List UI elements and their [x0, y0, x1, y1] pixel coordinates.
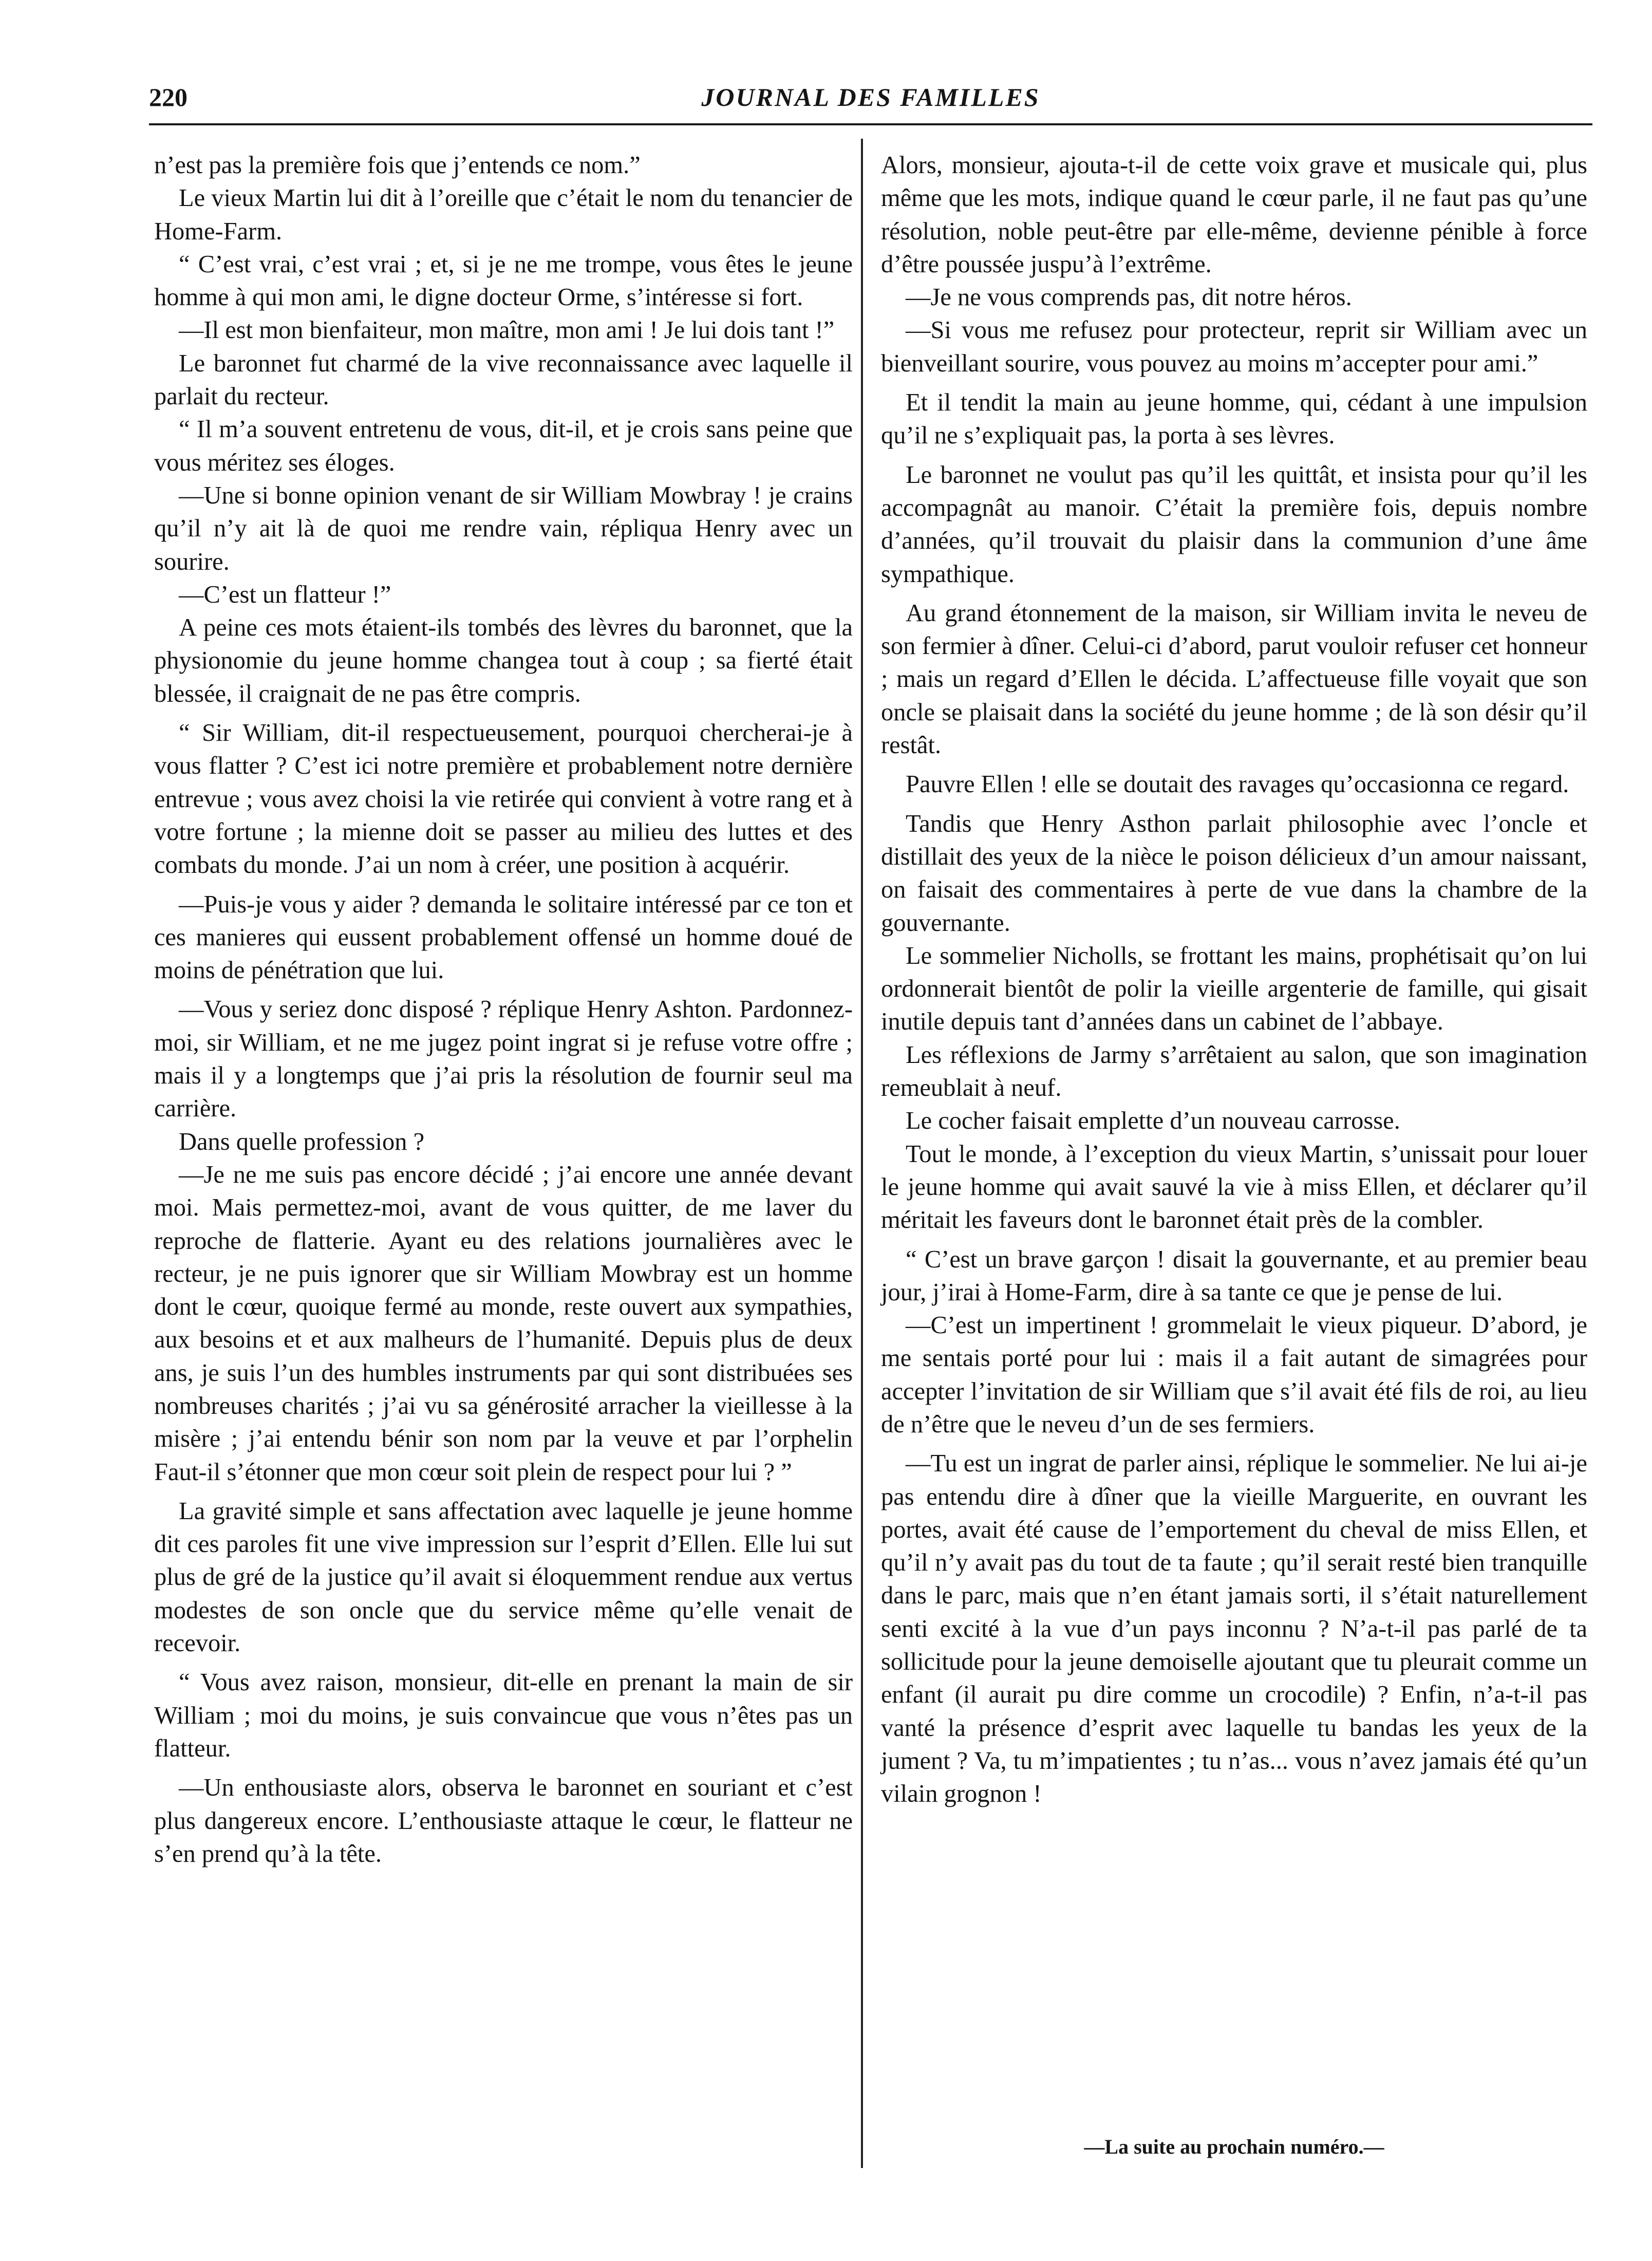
- page-header: [149, 77, 1592, 125]
- paragraph: Et il tendit la main au jeune homme, qui, cédant à une impulsion qu’il ne s’expliquait pas, la porta à ses lèvres.: [881, 389, 1587, 450]
- paragraph: Le baronnet ne voulut pas qu’il les quittât, et insista pour qu’il les accompagnât au manoir. C’était la première fois, depuis nombre d’années, qu’il trouvait du plaisir dans la communion d’une âme sympathique.: [881, 461, 1587, 588]
- running-head: JOURNAL DES FAMILLES: [701, 83, 1040, 111]
- paragraph: Dans quelle profession ?: [179, 1128, 425, 1155]
- paragraph: —Vous y seriez donc disposé ? réplique Henry Ashton. Pardonnez-moi, sir William, et ne me jugez point ingrat si je refuse votre offre ; mais il y a longtemps que j’ai pris la résolution de fournir seul ma carrière.: [154, 996, 853, 1123]
- paragraph: “ Vous avez raison, monsieur, dit-elle en prenant la main de sir William ; moi du moins, je suis convaincue que vous n’êtes pas un flatteur.: [154, 1669, 853, 1762]
- paragraph: Tout le monde, à l’exception du vieux Martin, s’unissait pour louer le jeune homme qui avait sauvé la vie à miss Ellen, et déclarer qu’il méritait les faveurs dont le baronnet était près de la combler.: [881, 1140, 1587, 1234]
- paragraph: —C’est un impertinent ! grommelait le vieux piqueur. D’abord, je me sentais porté pour lui : mais il a fait autant de simagrées pour accepter l’invitation de sir William que s’il avait été fils de roi, au lieu de n’être que le neveu d’un de ses fermiers.: [881, 1312, 1587, 1438]
- page-number: 220: [149, 83, 187, 111]
- paragraph: Au grand étonnement de la maison, sir William invita le neveu de son fermier à dîner. Celui-ci d’abord, parut vouloir refuser cet honneur ; mais un regard d’Ellen le décida. L’affectueuse fille voyait que son oncle se plaisait dans la société du jeune homme ; de là son désir qu’il restât.: [881, 599, 1587, 759]
- paragraph: Le vieux Martin lui dit à l’oreille que c’était le nom du tenancier de Home-Farm.: [154, 184, 853, 245]
- paragraph: —Un enthousiaste alors, observa le baronnet en souriant et c’est plus dangereux encore. L’enthousiaste attaque le cœur, le flatteur ne s’en prend qu’à la tête.: [154, 1774, 853, 1867]
- paragraph: —Tu est un ingrat de parler ainsi, réplique le sommelier. Ne lui ai-je pas entendu dire à dîner que la vieille Marguerite, en ouvrant les portes, avait été cause de l’emportement du cheval de miss Ellen, et qu’il n’y avait pas du tout de ta faute ; qu’il serait resté bien tranquille dans le parc, mais que n’en étant jamais sorti, il s’était naturellement senti excité à la vue d’un pays inconnu ? N’a-t-il pas parlé de ta sollicitude pour la jeune demoiselle ajoutant que tu pleurait comme un enfant (il aurait pu dire comme un crocodile) ? Enfin, n’a-t-il pas vanté la présence d’esprit avec laquelle tu bandas les yeux de la jument ? Va, tu m’impatientes ; tu n’as... vous n’avez jamais été qu’un vilain grognon !: [881, 1450, 1587, 1808]
- paragraph: “ C’est vrai, c’est vrai ; et, si je ne me trompe, vous êtes le jeune homme à qui mon ami, le digne docteur Orme, s’intéresse si fort.: [154, 250, 853, 311]
- left-column: [154, 149, 853, 1871]
- paragraph: “ Sir William, dit-il respectueusement, pourquoi chercherai-je à vous flatter ? C’est ici notre première et probablement notre dernière entrevue ; vous avez choisi la vie retirée qui convient à votre rang et à votre fortune ; la mienne doit se passer au milieu des luttes et des combats du monde. J’ai un nom à créer, une position à acquérir.: [154, 719, 853, 879]
- paragraph: A peine ces mots étaient-ils tombés des lèvres du baronnet, que la physionomie du jeune homme changea tout à coup ; sa fierté était blessée, il craignait de ne pas être compris.: [154, 614, 853, 707]
- paragraph: La gravité simple et sans affectation avec laquelle je jeune homme dit ces paroles fit une vive impression sur l’esprit d’Ellen. Elle lui sut plus de gré de la justice qu’il avait si éloquemment rendue aux vertus modestes de son oncle que du service même qu’elle venait de recevoir.: [154, 1497, 853, 1657]
- right-column: [881, 149, 1587, 1811]
- column-divider: [861, 139, 863, 2168]
- paragraph: Le cocher faisait emplette d’un nouveau carrosse.: [906, 1107, 1400, 1135]
- paragraph: —Une si bonne opinion venant de sir William Mowbray ! je crains qu’il n’y ait là de quoi me rendre vain, répliqua Henry avec un sourire.: [154, 481, 853, 575]
- paragraph: —C’est un flatteur !”: [179, 581, 391, 608]
- paragraph: “ C’est un brave garçon ! disait la gouvernante, et au premier beau jour, j’irai à Home-Farm, dire à sa tante ce que je pense de lui.: [881, 1245, 1587, 1306]
- paragraph: Les réflexions de Jarmy s’arrêtaient au salon, que son imagination remeublait à neuf.: [881, 1041, 1587, 1102]
- paragraph: Le baronnet fut charmé de la vive reconnaissance avec laquelle il parlait du recteur.: [154, 349, 853, 410]
- continuation-note: —La suite au prochain numéro.—: [1084, 2135, 1384, 2158]
- paragraph: —Puis-je vous y aider ? demanda le solitaire intéressé par ce ton et ces manieres qui eussent probablement offensé un homme doué de moins de pénétration que lui.: [154, 890, 853, 984]
- paragraph: —Il est mon bienfaiteur, mon maître, mon ami ! Je lui dois tant !”: [179, 316, 835, 344]
- paragraph: —Si vous me refusez pour protecteur, reprit sir William avec un bienveillant sourire, vous pouvez au moins m’accepter pour ami.”: [881, 316, 1587, 377]
- paragraph: Pauvre Ellen ! elle se doutait des ravages qu’occasionna ce regard.: [906, 771, 1569, 798]
- paragraph: —Je ne vous comprends pas, dit notre héros.: [906, 284, 1352, 311]
- paragraph: n’est pas la première fois que j’entends ce nom.”: [154, 152, 641, 179]
- paragraph: Le sommelier Nicholls, se frottant les mains, prophétisait qu’on lui ordonnerait bientôt de polir la vieille argenterie de famille, qui gisait inutile depuis tant d’années dans un cabinet de l’abbaye.: [881, 942, 1587, 1036]
- paragraph: Tandis que Henry Asthon parlait philosophie avec l’oncle et distillait des yeux de la nièce le poison délicieux d’un amour naissant, on faisait des commentaires à perte de vue dans la chambre de la gouvernante.: [881, 810, 1587, 937]
- paragraph: Alors, monsieur, ajouta-t-il de cette voix grave et musicale qui, plus même que les mots, indique quand le cœur parle, il ne faut pas qu’une résolution, noble peut-être par elle-même, devienne pénible à force d’être poussée juspu’à l’extrême.: [881, 152, 1587, 278]
- paragraph: “ Il m’a souvent entretenu de vous, dit-il, et je crois sans peine que vous méritez ses éloges.: [154, 416, 853, 476]
- paragraph: —Je ne me suis pas encore décidé ; j’ai encore une année devant moi. Mais permettez-moi, avant de vous quitter, de me laver du reproche de flatterie. Ayant eu des relations journalières avec le recteur, je ne puis ignorer que sir William Mowbray est un homme dont le cœur, quoique fermé au monde, reste ouvert aux sympathies, aux besoins et et aux malheurs de l’humanité. Depuis plus de deux ans, je suis l’un des humbles instruments par qui sont distribuées ses nombreuses charités ; j’ai vu sa générosité arracher la vieillesse à la misère ; j’ai entendu bénir son nom par la veuve et par l’orphelin Faut-il s’étonner que mon cœur soit plein de respect pour lui ? ”: [154, 1161, 853, 1486]
